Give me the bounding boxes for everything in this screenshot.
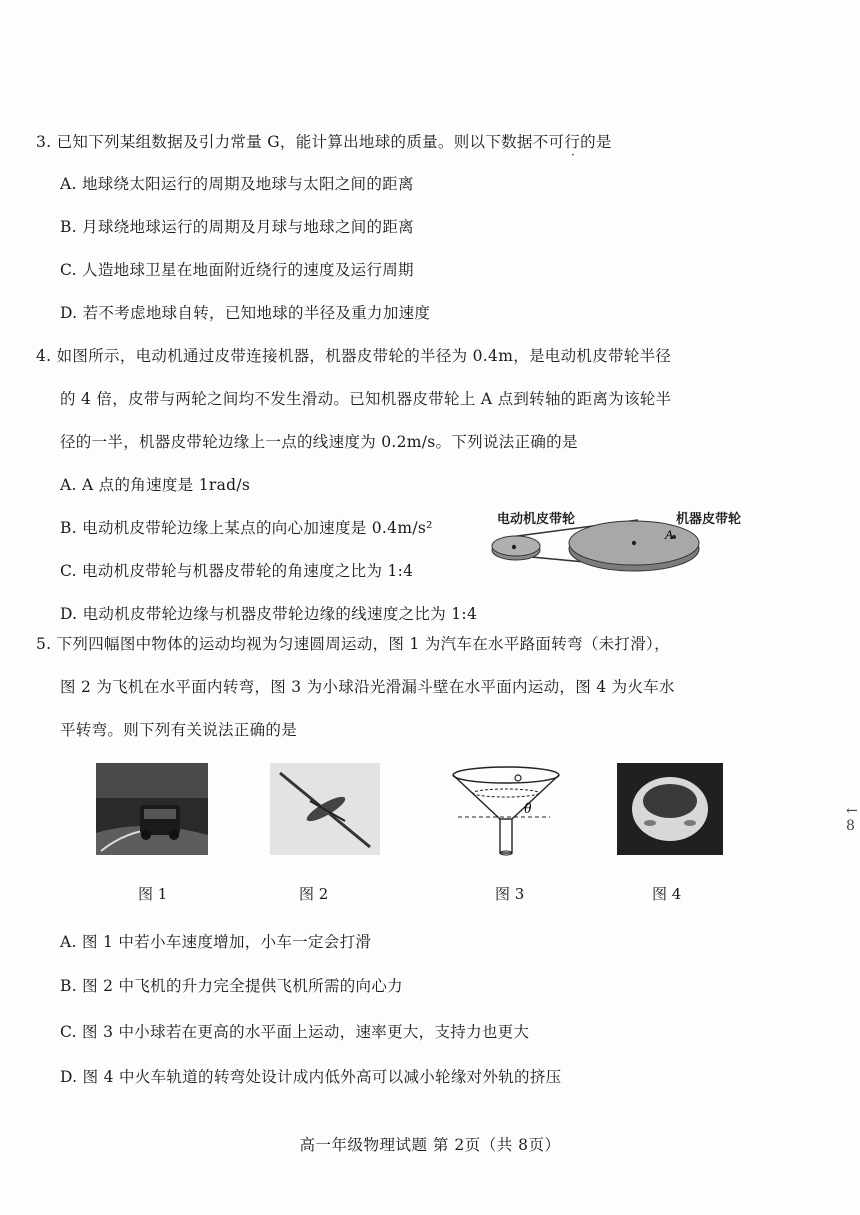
q4-option-b: B. 电动机皮带轮边缘上某点的向心加速度是 0.4m/s²: [60, 519, 433, 537]
q4-stem-line-2: 的 4 倍，皮带与两轮之间均不发生滑动。已知机器皮带轮上 A 点到转轴的距离为该轮半: [60, 390, 672, 408]
q3-stem: 3. 已知下列某组数据及引力常量 G，能计算出地球的质量。则以下数据不可行的是: [36, 133, 612, 151]
machine-pulley-label: 机器皮带轮: [676, 512, 742, 527]
q4-option-c: C. 电动机皮带轮与机器皮带轮的角速度之比为 1:4: [60, 562, 414, 580]
figure-4-train-photo: [617, 763, 723, 855]
q3-option-a: A. 地球绕太阳运行的周期及地球与太阳之间的距离: [60, 175, 414, 193]
figure-3-funnel-diagram: [448, 763, 564, 858]
q3-option-c: C. 人造地球卫星在地面附近绕行的速度及运行周期: [60, 261, 414, 279]
point-a-label: A: [665, 527, 673, 542]
q4-option-a: A. A 点的角速度是 1rad/s: [60, 476, 251, 494]
figure-1-label: 图 1: [138, 885, 168, 903]
q4-stem-line-1: 4. 如图所示，电动机通过皮带连接机器，机器皮带轮的半径为 0.4m，是电动机皮带轮半径: [36, 347, 672, 365]
page-footer: 高一年级物理试题 第 2页（共 8页）: [299, 1136, 561, 1154]
q4-option-d: D. 电动机皮带轮边缘与机器皮带轮边缘的线速度之比为 1:4: [60, 605, 478, 623]
theta-label: θ: [524, 801, 532, 817]
edge-mark-bottom: 8: [846, 818, 855, 834]
figure-2-airplane-photo: [270, 763, 380, 855]
q5-option-c: C. 图 3 中小球若在更高的水平面上运动，速率更大，支持力也更大: [60, 1023, 530, 1041]
figure-1-car-photo: [96, 763, 208, 855]
q5-option-d: D. 图 4 中火车轨道的转弯处设计成内低外高可以减小轮缘对外轨的挤压: [60, 1068, 562, 1086]
motor-pulley-label: 电动机皮带轮: [497, 512, 576, 527]
q5-stem-line-2: 图 2 为飞机在水平面内转弯，图 3 为小球沿光滑漏斗壁在水平面内运动，图 4 为火车水: [60, 678, 675, 696]
figure-3-label: 图 3: [495, 885, 525, 903]
q5-option-a: A. 图 1 中若小车速度增加，小车一定会打滑: [60, 933, 372, 951]
q5-stem-line-1: 5. 下列四幅图中物体的运动均视为匀速圆周运动，图 1 为汽车在水平路面转弯（未打滑），: [36, 635, 670, 653]
figure-4-label: 图 4: [652, 885, 682, 903]
q5-option-b: B. 图 2 中飞机的升力完全提供飞机所需的向心力: [60, 977, 403, 995]
q4-stem-line-3: 径的一半，机器皮带轮边缘上一点的线速度为 0.2m/s。下列说法正确的是: [60, 433, 578, 451]
edge-mark-top: ←: [846, 803, 858, 819]
figure-2-label: 图 2: [299, 885, 329, 903]
emphasis-dot: ·: [571, 148, 575, 162]
q3-option-d: D. 若不考虑地球自转，已知地球的半径及重力加速度: [60, 304, 431, 322]
q3-option-b: B. 月球绕地球运行的周期及月球与地球之间的距离: [60, 218, 414, 236]
q5-stem-line-3: 平转弯。则下列有关说法正确的是: [60, 721, 298, 739]
